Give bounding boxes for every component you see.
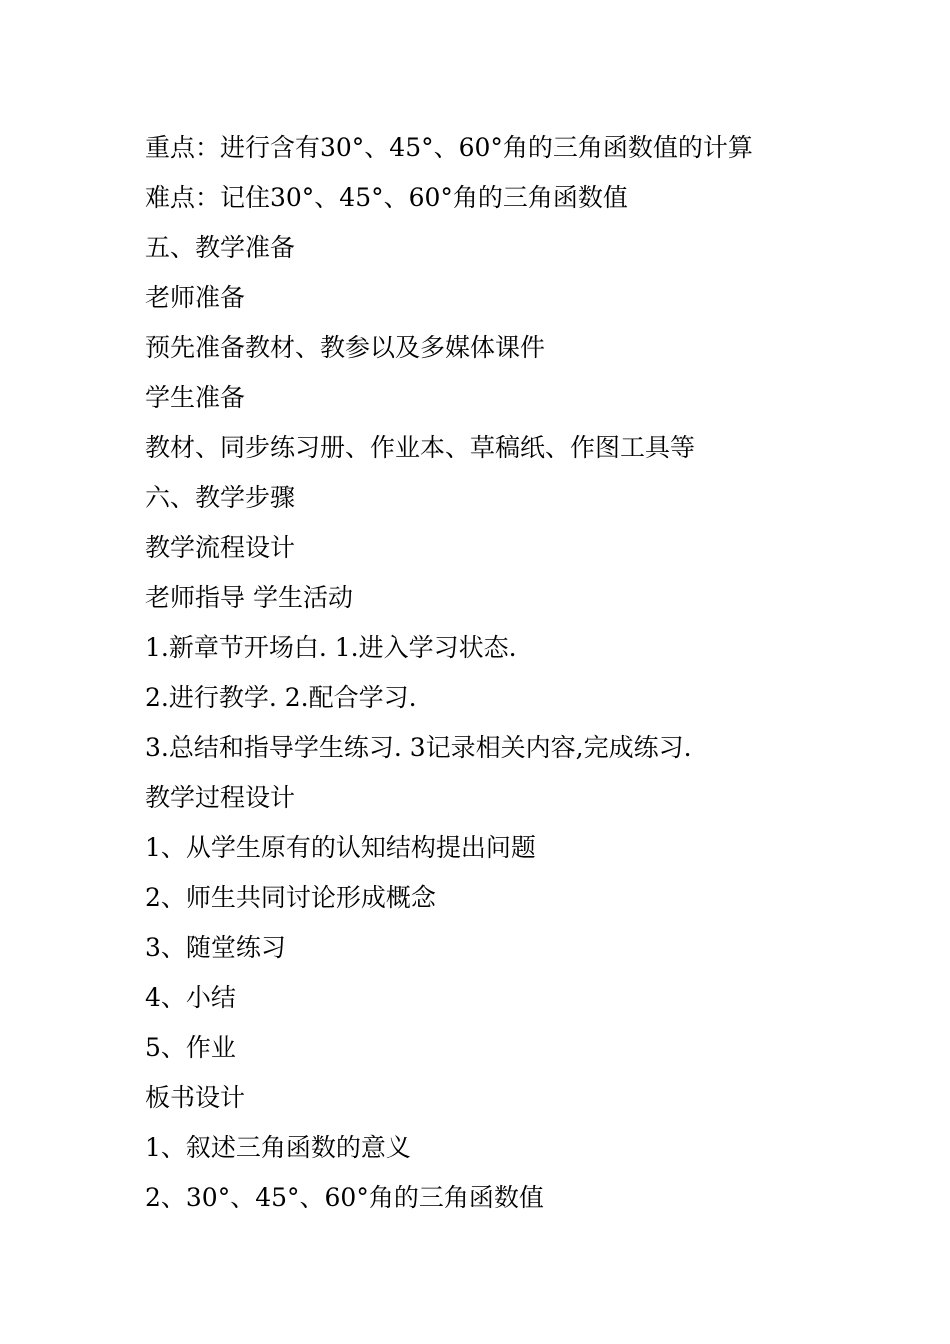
section-heading-steps: 六、教学步骤 <box>145 483 296 512</box>
student-preparation-heading: 学生准备 <box>145 383 246 412</box>
teacher-preparation-text: 预先准备教材、教参以及多媒体课件 <box>145 333 546 362</box>
flow-design-heading: 教学流程设计 <box>145 533 296 562</box>
process-item: 3、随堂练习 <box>145 933 286 962</box>
board-design-heading: 板书设计 <box>145 1083 246 1112</box>
process-item: 4、小结 <box>145 983 236 1012</box>
teacher-preparation-heading: 老师准备 <box>145 283 246 312</box>
key-point-line: 重点：进行含有30°、45°、60°角的三角函数值的计算 <box>145 133 753 162</box>
board-design-item: 2、30°、45°、60°角的三角函数值 <box>145 1183 544 1212</box>
flow-step-line: 2.进行教学. 2.配合学习. <box>145 683 417 712</box>
process-item: 2、师生共同讨论形成概念 <box>145 883 436 912</box>
student-preparation-text: 教材、同步练习册、作业本、草稿纸、作图工具等 <box>145 433 696 462</box>
section-heading-preparation: 五、教学准备 <box>145 233 296 262</box>
process-item: 5、作业 <box>145 1033 236 1062</box>
process-design-heading: 教学过程设计 <box>145 783 296 812</box>
flow-columns-line: 老师指导 学生活动 <box>145 583 353 612</box>
difficulty-line: 难点：记住30°、45°、60°角的三角函数值 <box>145 183 628 212</box>
flow-step-line: 1.新章节开场白. 1.进入学习状态. <box>145 633 517 662</box>
process-item: 1、从学生原有的认知结构提出问题 <box>145 833 536 862</box>
document-body <box>145 128 865 1228</box>
flow-step-line: 3.总结和指导学生练习. 3记录相关内容,完成练习. <box>145 733 692 762</box>
board-design-item: 1、叙述三角函数的意义 <box>145 1133 411 1162</box>
